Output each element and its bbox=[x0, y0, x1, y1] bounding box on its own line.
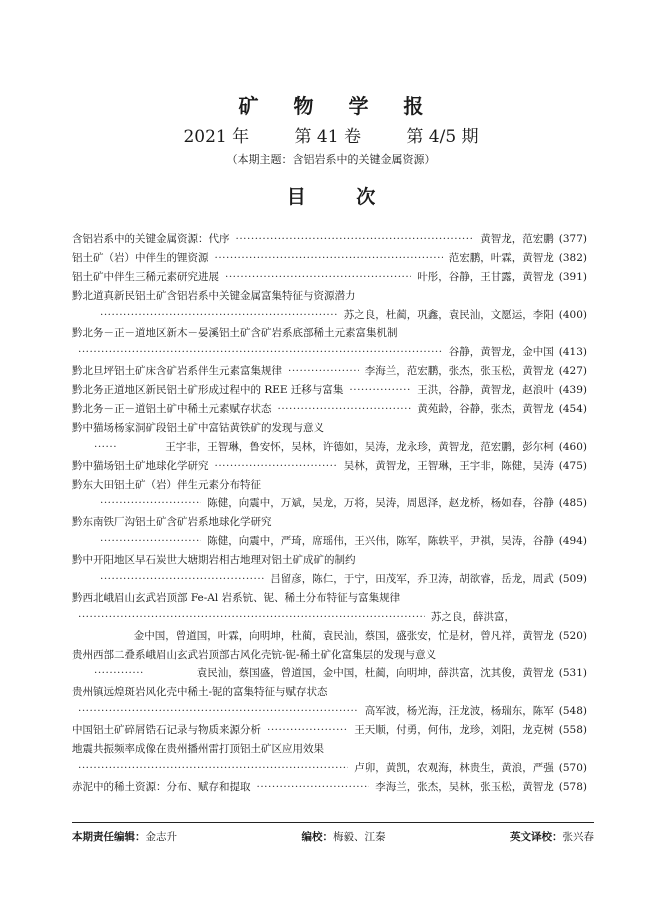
toc-authors: 黄苑龄，谷静，张杰，黄智龙 bbox=[417, 403, 554, 416]
toc-authors: 袁民汕，蔡国盛，曾道国，金中国，杜蔺，向明坤，薛洪富，沈其俊，黄智龙 bbox=[196, 667, 554, 680]
toc-leader bbox=[349, 381, 411, 400]
journal-title: 矿 物 学 报 bbox=[238, 94, 438, 118]
toc-entry[interactable] bbox=[72, 249, 587, 268]
toc-entry[interactable] bbox=[72, 400, 587, 419]
toc-page: (558) bbox=[558, 724, 587, 737]
toc-authors: 陈健，向震中，严琦，席瑶伟，王兴伟，陈军，陈轶平，尹祺，吴涛，谷静 bbox=[207, 535, 554, 548]
toc-authors: 卢卯，黄凯，农观海，林贵生，黄浪，严强 bbox=[354, 761, 554, 774]
toc-authors: 黄智龙，范宏鹏 bbox=[480, 233, 554, 245]
toc-entry[interactable] bbox=[72, 362, 587, 381]
toc-page: (578) bbox=[558, 780, 587, 793]
toc-page: (475) bbox=[558, 459, 587, 472]
editor-name: 金志升 bbox=[145, 831, 177, 843]
toc-page: (382) bbox=[558, 251, 587, 264]
table-of-contents bbox=[72, 230, 587, 797]
toc-page: (439) bbox=[558, 384, 587, 397]
toc-entry[interactable] bbox=[72, 778, 587, 797]
toc-entry[interactable] bbox=[72, 683, 587, 721]
footer-proofread bbox=[302, 829, 386, 844]
toc-page: (548) bbox=[558, 705, 587, 718]
toc-title: 黔西北峨眉山玄武岩顶部 Fe-Al 岩系钪、铌、稀土分布特征与富集规律 bbox=[72, 591, 401, 604]
toc-authors: 金中国，曾道国，叶霖，向明坤，杜蔺，袁民汕，蔡国，盛张安，忙是材，曾凡祥，黄智龙 bbox=[133, 629, 554, 642]
toc-leader bbox=[94, 664, 144, 683]
toc-title: 黔北务－正－道地区新木－晏溪铝土矿含矿岩系底部稀土元素富集机制 bbox=[72, 327, 398, 340]
toc-leader bbox=[257, 778, 370, 797]
toc-title: 黔中开阳地区早石炭世大塘期岩相古地理对铝土矿成矿的制约 bbox=[72, 554, 356, 567]
contents-heading: 目 次 bbox=[286, 186, 398, 208]
toc-leader bbox=[267, 721, 348, 740]
toc-title: 中国铝土矿碎屑锆石记录与物质来源分析 bbox=[72, 724, 261, 737]
toc-authors: 李海兰，范宏鹏，张杰，张玉松，黄智龙 bbox=[364, 365, 554, 378]
issue-year: 2021 年 bbox=[183, 127, 250, 147]
issue-theme: （本期主题：含铝岩系中的关键金属资源） bbox=[226, 153, 436, 166]
toc-authors: 谷静，黄智龙，金中国 bbox=[448, 346, 554, 359]
toc-leader bbox=[236, 230, 475, 249]
toc-entry[interactable] bbox=[72, 268, 587, 287]
toc-leader bbox=[288, 362, 359, 381]
toc-leader bbox=[78, 608, 425, 627]
toc-title: 贵州西部二叠系峨眉山玄武岩顶部古风化壳钪-铌-稀土矿化富集层的发现与意义 bbox=[72, 648, 437, 661]
toc-entry[interactable] bbox=[72, 230, 587, 249]
toc-page: (520) bbox=[558, 629, 587, 642]
toc-authors: 吕留彦，陈仁，于宁，田茂军，乔卫涛，胡欲睿，岳龙，周武 bbox=[270, 573, 554, 586]
toc-entry[interactable] bbox=[72, 419, 587, 457]
toc-title: 黔北务正道地区新民铝土矿形成过程中的 REE 迁移与富集 bbox=[72, 384, 344, 397]
toc-page: (427) bbox=[558, 365, 587, 378]
toc-title: 铝土矿中伴生三稀元素研究进展 bbox=[72, 270, 219, 283]
toc-title: 赤泥中的稀土资源：分布、赋存和提取 bbox=[72, 780, 251, 793]
toc-entry[interactable] bbox=[72, 513, 587, 551]
toc-page: (485) bbox=[558, 497, 587, 510]
toc-title: 黔中猫场杨家洞矿段铝土矿中富钴黄铁矿的发现与意义 bbox=[72, 421, 324, 434]
toc-leader bbox=[94, 438, 116, 457]
toc-entry[interactable] bbox=[72, 381, 587, 400]
toc-authors: 王宇非，王智琳，鲁安怀，吴林，许德如，吴涛，龙永珍，黄智龙，范宏鹏，彭尔柯 bbox=[165, 440, 554, 453]
proofread-name: 梅毅、江秦 bbox=[333, 831, 386, 843]
toc-authors: 范宏鹏，叶霖，黄智龙 bbox=[448, 251, 554, 264]
translator-name: 张兴春 bbox=[562, 831, 594, 843]
footer bbox=[72, 829, 594, 844]
toc-page: (400) bbox=[558, 308, 587, 321]
toc-entry[interactable] bbox=[72, 457, 587, 476]
toc-entry[interactable] bbox=[72, 551, 587, 589]
toc-leader bbox=[78, 702, 359, 721]
toc-page: (509) bbox=[558, 573, 587, 586]
footer-translator bbox=[510, 829, 594, 844]
footer-editor bbox=[72, 829, 177, 844]
toc-page: (531) bbox=[558, 667, 587, 680]
toc-entry[interactable] bbox=[72, 646, 587, 684]
toc-page: (570) bbox=[558, 761, 587, 774]
issue-line bbox=[0, 122, 662, 147]
toc-entry[interactable] bbox=[72, 287, 587, 325]
toc-entry[interactable] bbox=[72, 324, 587, 362]
issue-number: 第 4/5 期 bbox=[406, 127, 479, 147]
toc-authors: 苏之良，薛洪富， bbox=[431, 610, 515, 623]
toc-title: 黔北道真新民铝土矿含铝岩系中关键金属富集特征与资源潜力 bbox=[72, 289, 356, 302]
toc-page: (391) bbox=[558, 270, 587, 283]
toc-page: (494) bbox=[558, 535, 587, 548]
toc-title: 黔北务－正－道铝土矿中稀土元素赋存状态 bbox=[72, 403, 272, 416]
toc-title: 黔东南铁厂沟铝土矿含矿岩系地球化学研究 bbox=[72, 516, 272, 529]
toc-authors: 王洪，谷静，黄智龙，赵浪叶 bbox=[417, 384, 554, 397]
toc-leader bbox=[100, 570, 264, 589]
toc-page: (377) bbox=[558, 233, 587, 245]
toc-page: (413) bbox=[558, 346, 587, 359]
toc-authors: 陈健，向震中，万斌，吴龙，万将，吴涛，周恩泽，赵龙桥，杨如春，谷静 bbox=[207, 497, 554, 510]
translator-label: 英文译校： bbox=[510, 831, 563, 843]
toc-authors: 叶彤，谷静，王甘露，黄智龙 bbox=[417, 270, 554, 283]
toc-leader bbox=[215, 249, 443, 268]
toc-page: (460) bbox=[558, 440, 587, 453]
toc-authors: 苏之良，杜蔺，巩鑫，袁民汕，文愿运，李阳 bbox=[343, 308, 554, 321]
toc-entry[interactable] bbox=[72, 721, 587, 740]
toc-title: 贵州镇远煌斑岩风化壳中稀土-铌的富集特征与赋存状态 bbox=[72, 686, 328, 699]
toc-entry[interactable] bbox=[72, 740, 587, 778]
toc-leader bbox=[278, 400, 412, 419]
toc-title: 地震共振频率成像在贵州播州雷打顶铝土矿区应用效果 bbox=[72, 743, 324, 756]
issue-volume: 第 41 卷 bbox=[294, 127, 361, 147]
toc-title: 黔北旦坪铝土矿床含矿岩系伴生元素富集规律 bbox=[72, 365, 282, 378]
footer-divider bbox=[72, 822, 594, 823]
toc-title: 黔东大田铝土矿（岩）伴生元素分布特征 bbox=[72, 478, 261, 491]
toc-leader bbox=[78, 759, 348, 778]
editor-label: 本期责任编辑： bbox=[72, 831, 146, 843]
toc-entry[interactable] bbox=[72, 476, 587, 514]
toc-title: 铝土矿（岩）中伴生的锂资源 bbox=[72, 251, 209, 264]
toc-authors: 吴林，黄智龙，王智琳，王宇非，陈健，吴涛 bbox=[343, 459, 554, 472]
toc-leader bbox=[100, 494, 201, 513]
toc-title: 黔中猫场铝土矿地球化学研究 bbox=[72, 459, 209, 472]
toc-authors: 王天顺，付勇，何伟，龙珍，刘阳，龙克树 bbox=[354, 724, 554, 737]
toc-leader bbox=[225, 268, 411, 287]
toc-leader bbox=[100, 532, 201, 551]
toc-title: 含铝岩系中的关键金属资源：代序 bbox=[72, 233, 230, 245]
toc-leader bbox=[100, 306, 338, 325]
toc-page: (454) bbox=[558, 403, 587, 416]
toc-leader bbox=[78, 343, 443, 362]
proofread-label: 编校： bbox=[301, 831, 333, 843]
toc-entry[interactable] bbox=[72, 589, 587, 646]
toc-leader bbox=[215, 457, 338, 476]
toc-authors: 高军波，杨光海，汪龙波，杨瑞东，陈军 bbox=[364, 705, 554, 718]
toc-authors: 李海兰，张杰，吴林，张玉松，黄智龙 bbox=[375, 780, 554, 793]
